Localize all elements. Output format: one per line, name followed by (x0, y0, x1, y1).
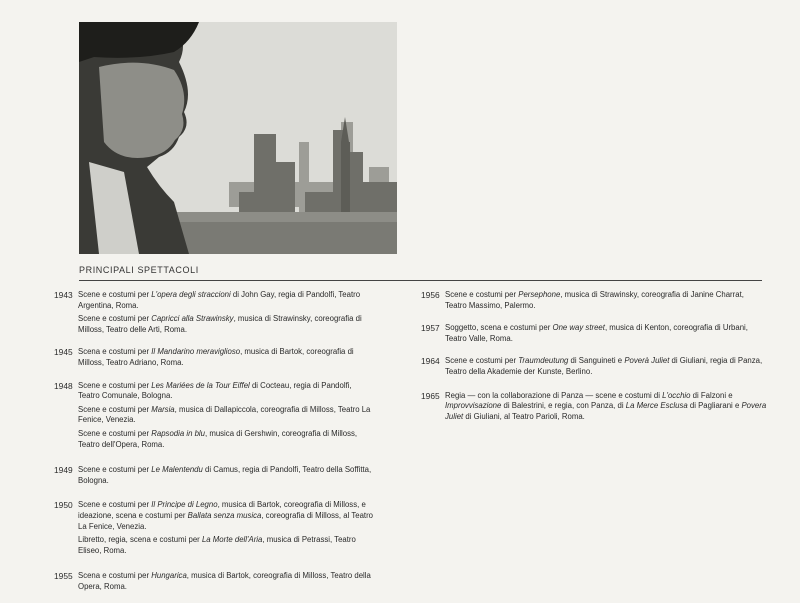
right-column (421, 290, 767, 433)
entry-items (78, 347, 374, 371)
work-title: Capricci alla Strawinsky (151, 314, 234, 324)
work-title: La Morte dell'Aria (201, 535, 263, 545)
item-text: Scene e costumi per (78, 380, 152, 390)
entry-item (78, 347, 374, 368)
entry-item (78, 535, 374, 556)
work-title: Poverà Juliet (624, 356, 670, 366)
divider-rule (79, 280, 762, 281)
entry-items (78, 571, 374, 595)
work-title: Ballata senza musica (187, 510, 262, 520)
work-title: Povera Juliet (445, 401, 767, 421)
work-title: L'occhio (662, 390, 691, 400)
entry-1949 (54, 465, 374, 489)
entry-item (78, 500, 374, 532)
item-text: Scene e costumi per (78, 290, 152, 299)
item-text: Scena e costumi per (78, 571, 152, 581)
work-title: Les Mariées de la Tour Eiffel (151, 380, 250, 390)
entry-1957 (421, 323, 767, 347)
item-text: , musica di Strawinsky, coreografia di Milloss, Teatro delle Arti, Roma. (78, 314, 362, 334)
item-text: Scene e costumi per (445, 290, 519, 299)
entry-year: 1964 (421, 356, 440, 367)
entry-item (78, 465, 374, 486)
entry-items (445, 391, 767, 426)
entry-year: 1949 (54, 465, 73, 476)
entry-year: 1956 (421, 290, 440, 300)
skyline-portrait-image (79, 22, 397, 254)
item-text: , musica di Gershwin, coreografia di Milloss, Teatro dell'Opera, Roma. (78, 428, 358, 449)
work-title: Il Mandarino meraviglioso (151, 347, 241, 357)
item-text: Scena e costumi per (78, 347, 152, 357)
item-text: Scene e costumi per (445, 356, 519, 366)
entry-year: 1950 (54, 500, 73, 511)
entry-items (445, 290, 767, 314)
entry-items (78, 381, 374, 454)
entry-year: 1955 (54, 571, 73, 582)
entry-item (445, 391, 767, 423)
entry-item (445, 323, 767, 344)
entry-items (78, 290, 374, 338)
item-text: , musica di Kenton, coreografia di Urbani, Teatro Valle, Roma. (445, 323, 748, 343)
item-text: di John Gay, regia di Pandolfi, Teatro Argentina, Roma. (78, 290, 361, 310)
item-text: Scene e costumi per (78, 500, 152, 510)
item-text: , musica di Bartok, coreografia di Milloss, Teatro Adriano, Roma. (78, 347, 354, 367)
entry-1950 (54, 500, 374, 559)
item-text: , coreografia di Milloss, al Teatro La Fenice, Venezia. (78, 510, 374, 531)
entry-items (78, 465, 374, 489)
work-title: Traumdeutung (518, 356, 569, 366)
work-title: Rapsodia in blu (151, 428, 205, 438)
item-text: , musica di Bartok, coreografia di Milloss, Teatro della Opera, Roma. (78, 571, 371, 591)
item-text: , musica di Dallapiccola, coreografia di Milloss, Teatro La Fenice, Venezia. (78, 404, 371, 425)
entry-item (78, 290, 374, 311)
entry-1943 (54, 290, 374, 338)
entry-item (78, 405, 374, 426)
item-text: Scene e costumi per (78, 428, 152, 438)
item-text: Scene e costumi per (78, 314, 152, 324)
item-text: , musica di Strawinsky, coreografia di Janine Charrat, Teatro Massimo, Palermo. (445, 290, 744, 310)
work-title: Hungarica (151, 571, 187, 581)
entry-1956 (421, 290, 767, 314)
entry-items (78, 500, 374, 559)
entry-item (78, 571, 374, 592)
entry-1964 (421, 356, 767, 380)
item-text: di Camus, regia di Pandolfi, Teatro della Soffitta, Bologna. (78, 465, 372, 485)
work-title: Le Malentendu (151, 465, 203, 475)
work-title: La Merce Esclusa (625, 401, 688, 411)
work-title: Persephone (518, 290, 561, 299)
item-text: Libretto, regia, scena e costumi per (78, 535, 202, 545)
item-text: di Giuliani, regia di Panza, Teatro della Akademie der Kunste, Berlino. (445, 356, 763, 376)
item-text: di Giuliani, al Teatro Parioli, Roma. (463, 411, 585, 421)
work-title: L'opera degli straccioni (151, 290, 231, 299)
entry-items (445, 356, 767, 380)
item-text: Scene e costumi per (78, 404, 152, 414)
item-text: Regia — con la collaborazione di Panza — scene e costumi di (445, 390, 663, 400)
entry-year: 1965 (421, 390, 440, 401)
item-text: Scene e costumi per (78, 465, 152, 475)
entry-items (445, 323, 767, 347)
entry-year: 1945 (54, 347, 73, 358)
section-title: PRINCIPALI SPETTACOLI (79, 265, 199, 275)
item-text: , musica di Petrassi, Teatro Eliseo, Roma. (78, 535, 356, 555)
item-text: Soggetto, scena e costumi per (445, 323, 553, 333)
portrait-photo (79, 22, 397, 254)
entry-item (78, 429, 374, 450)
entry-item (78, 381, 374, 402)
item-text: di Balestrini, e regia, con Panza, di (501, 401, 626, 411)
entry-year: 1943 (54, 290, 73, 300)
entry-year: 1957 (421, 323, 440, 334)
work-title: Improvvisazione (445, 401, 502, 411)
entry-1965 (421, 391, 767, 426)
entry-item (78, 314, 374, 335)
entry-1945 (54, 347, 374, 371)
left-column (54, 290, 374, 603)
item-text: di Sanguineti e (568, 356, 625, 366)
entry-year: 1948 (54, 380, 73, 391)
work-title: Il Principe di Legno (151, 500, 218, 510)
work-title: One way street (552, 323, 605, 333)
entry-1955 (54, 571, 374, 595)
item-text: di Cocteau, regia di Pandolfi, Teatro Comunale, Bologna. (78, 380, 352, 401)
entry-item (445, 290, 767, 311)
work-title: Marsia (151, 404, 175, 414)
item-text: , musica di Bartok, coreografia di Milloss, e ideazione, scena e costumi per (78, 500, 366, 520)
entry-1948 (54, 381, 374, 454)
item-text: di Pagliarani e (687, 401, 742, 411)
entry-item (445, 356, 767, 377)
item-text: di Falzoni e (690, 390, 733, 400)
